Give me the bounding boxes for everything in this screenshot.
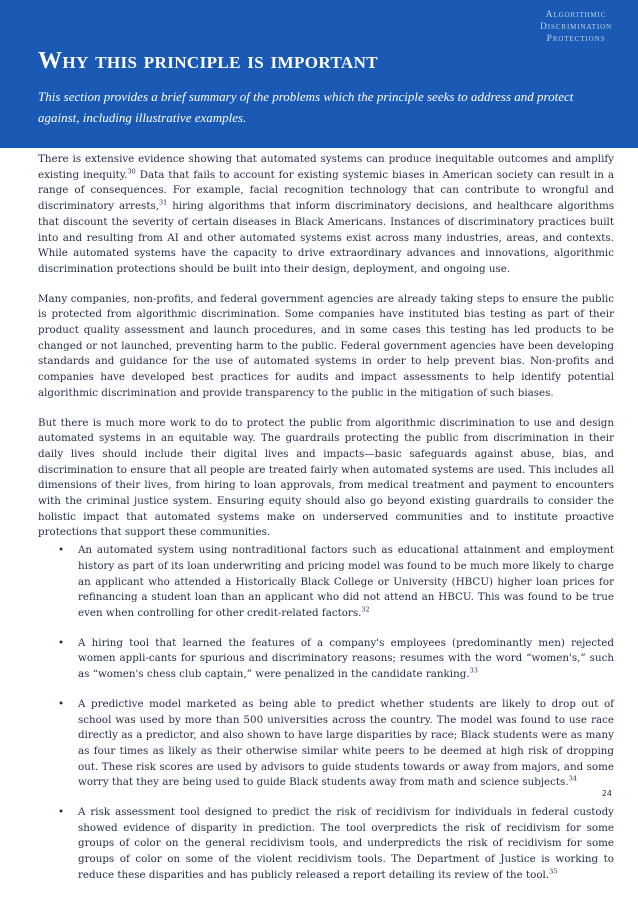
list-item-text: A hiring tool that learned the features of a company's employees (predominantly men) rejected women appli-cants for spurious and discriminatory reasons; resumes with the word “women's,” such as “women's chess club captain,” were penalized in the candidate ranking.	[78, 636, 614, 681]
footnote-ref: 34	[568, 774, 577, 783]
list-item-text: A predictive model marketed as being able to predict whether students are likely to drop out of school was used by more than 500 universities across the country. The model was found to use race directly as a predictor, and also shown to have large disparities by race; Black students were as many as four times as likely as their otherwise similar white peers to be deemed at high risk of dropping out. These risk scores are used by advisors to guide students towards or away from majors, and some worry that they are being used to guide Black students away from math and science subjects.	[78, 697, 614, 789]
footnote-ref: 30	[127, 167, 136, 176]
body-text	[38, 152, 614, 898]
section-heading: Why this principle is important	[38, 48, 379, 74]
bullet: •	[58, 544, 65, 557]
footnote-ref: 31	[159, 198, 168, 207]
section-banner	[0, 0, 638, 148]
section-tag-line: Protections	[546, 34, 606, 44]
list-item-text: An automated system using nontraditional factors such as educational attainment and employment history as part of its loan underwriting and pricing model was found to be much more likely to charge an applicant who attended a Historically Black College or University (HBCU) higher loan prices for refinancing a student loan than an applicant who did not attend an HBCU. This was found to be true even when controlling for other credit-related factors.	[78, 544, 614, 619]
footnote-ref: 35	[549, 867, 558, 876]
section-tag	[540, 9, 612, 45]
bullet: •	[58, 636, 65, 649]
list-item	[58, 636, 614, 683]
section-tag-line: Algorithmic	[545, 10, 607, 20]
bullet: •	[58, 697, 65, 710]
list-item	[58, 543, 614, 622]
examples-list	[38, 543, 614, 883]
paragraph-more-work: But there is much more work to do to protect the public from algorithmic discrimination to use and design automated systems in an equitable way. The guardrails protecting the public from discrimination in their daily lives should include their digital lives and impacts—basic safeguards against abuse, bias, and discrimination to ensure that all people are treated fairly when automated systems are used. This includes all dimensions of their lives, from hiring to loan approvals, from medical treatment and payment to encounters with the criminal justice system. Ensuring equity should also go beyond existing guardrails to consider the holistic impact that automated systems make on underserved communities and to institute proactive protections that support these communities.	[38, 416, 614, 539]
footnote-ref: 33	[469, 666, 478, 675]
section-intro: This section provides a brief summary of the problems which the principle seeks to address and protect against, including illustrative examples.	[38, 89, 574, 125]
list-item-text: A risk assessment tool designed to predict the risk of recidivism for individuals in federal custody showed evidence of disparity in prediction. The tool overpredicts the risk of recidivism for some groups of color on the general recidivism tools, and underpredicts the risk of recidivism for some groups of color on some of the violent recidivism tools. The Department of Justice is working to reduce these disparities and has publicly released a report detailing its review of the tool.	[78, 806, 614, 881]
list-item	[58, 697, 614, 791]
paragraph-text: Data that fails to account for existing systemic biases in American society can result in a range of consequences. For example, facial recognition technology that can contribute to wrongful and discriminatory arrests,	[38, 168, 614, 213]
page-number: 24	[601, 789, 612, 798]
bullet: •	[58, 806, 65, 819]
footnote-ref: 32	[361, 605, 370, 614]
list-item	[58, 805, 614, 884]
paragraph-text: There is extensive evidence showing that automated systems can produce inequitable outcomes and amplify existing inequity.	[38, 153, 614, 181]
paragraph-text: hiring algorithms that inform discriminatory decisions, and healthcare algorithms that discount the severity of certain diseases in Black Americans. Instances of discriminatory practices built into and resulting from AI and other automated systems exist across many industries, areas, and contexts. While automated systems have the capacity to drive extraordinary advances and innovations, algorithmic discrimination protections should be built into their design, deployment, and ongoing use.	[38, 200, 614, 275]
paragraph-efforts: Many companies, non-profits, and federal government agencies are already taking steps to ensure the public is protected from algorithmic discrimination. Some companies have instituted bias testing as part of their product quality assessment and launch procedures, and in some cases this testing has led products to be changed or not launched, preventing harm to the public. Federal government agencies have been developing standards and guidance for the use of automated systems in order to help prevent bias. Non-profits and companies have developed best practices for audits and impact assessments to help identify potential algorithmic discrimination and provide transparency to the public in the mitigation of such biases.	[38, 292, 614, 399]
section-tag-line: Discrimination	[540, 22, 612, 32]
paragraph-evidence	[38, 152, 614, 278]
